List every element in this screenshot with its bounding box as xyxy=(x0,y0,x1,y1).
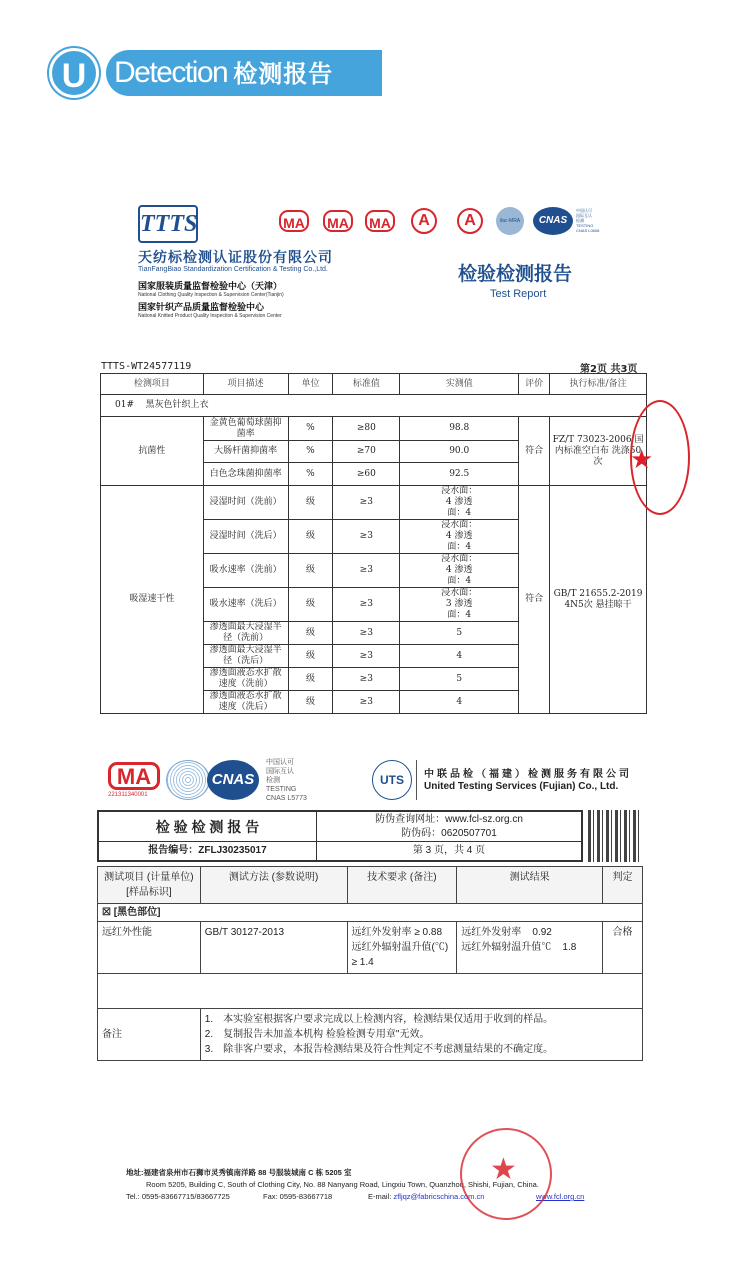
banner-title-cn: 检测报告 xyxy=(233,61,334,88)
sample-row xyxy=(101,395,647,417)
cal-mark-icon: A xyxy=(411,208,437,234)
logo-divider xyxy=(416,760,417,800)
header-cell: 测试方法 (参数说明) xyxy=(200,867,347,904)
standard-cell: GB/T 21655.2-2019 4N5次 悬挂晾干 xyxy=(550,486,647,714)
desc-cell: 浸湿时间（洗前） xyxy=(203,486,288,520)
requirement-cell xyxy=(347,922,457,974)
verdict-cell: 合格 xyxy=(603,922,643,974)
value-cell: 5 xyxy=(400,668,519,691)
value-cell: 浸水面：4 渗透面：4 xyxy=(400,554,519,588)
header-cell: 检测项目 xyxy=(101,374,204,395)
report-title-en: Test Report xyxy=(490,288,547,300)
cnas-text: 中国认可 国际互认 检测 TESTING CNAS L0608 xyxy=(576,208,600,233)
website-link[interactable]: www.fcl.org.cn xyxy=(536,1192,585,1201)
company-name-cn: 天纺标检测认证股份有限公司 xyxy=(138,250,333,266)
unit-cell: 级 xyxy=(288,588,333,622)
ttts-logo: TTTS xyxy=(138,205,198,243)
cnas-logo-icon: CNAS xyxy=(533,207,573,235)
unit-cell: 级 xyxy=(288,486,333,520)
result-value: 1.8 xyxy=(562,942,577,953)
header-cell: 项目描述 xyxy=(203,374,288,395)
unit-cell: 级 xyxy=(288,622,333,645)
ilac-mra-icon xyxy=(166,760,210,800)
cma-mark-icon: MA xyxy=(323,210,353,232)
seal-star-icon: ★ xyxy=(490,1152,517,1187)
desc-cell: 金黄色葡萄球菌抑菌率 xyxy=(203,417,288,441)
header-cell: 标准值 xyxy=(333,374,400,395)
std-cell: ≥3 xyxy=(333,645,400,668)
unit-cell: 级 xyxy=(288,520,333,554)
table-row xyxy=(101,486,647,520)
item-cell: 远红外性能 xyxy=(98,922,201,974)
value-cell: 浸水面：4 渗透面：4 xyxy=(400,486,519,520)
verify-code: 防伪码：0620507701 xyxy=(401,828,497,839)
table-row xyxy=(101,417,647,441)
blank-row xyxy=(98,974,643,1009)
std-cell: ≥3 xyxy=(333,588,400,622)
test-results-table xyxy=(100,373,647,714)
table-row xyxy=(98,922,643,974)
unit-cell: 级 xyxy=(288,645,333,668)
std-cell: ≥3 xyxy=(333,486,400,520)
email-label: E-mail: xyxy=(368,1192,392,1201)
std-cell: ≥3 xyxy=(333,520,400,554)
report-number: TTTS-WT24577119 xyxy=(101,361,192,372)
report-title: 检 验 检 测 报 告 xyxy=(99,812,317,842)
notes-label: 备注 xyxy=(98,1009,201,1061)
result-cell: 符合 xyxy=(519,417,550,486)
uts-logo-icon: UTS xyxy=(372,760,412,800)
std-cell: ≥3 xyxy=(333,691,400,714)
header-cell: 测试项目 (计量单位) [样品标识] xyxy=(98,867,201,904)
desc-cell: 渗透面液态水扩散速度（洗后） xyxy=(203,691,288,714)
qr-code-icon xyxy=(588,810,640,862)
value-cell: 4 xyxy=(400,691,519,714)
result-label: 远红外发射率 xyxy=(461,927,522,938)
value-cell: 92.5 xyxy=(400,463,519,486)
email-link[interactable]: zfljqz@fabricschina.com.cn xyxy=(393,1192,485,1201)
fax: Fax: 0595-83667718 xyxy=(263,1192,333,1201)
cma-mark-icon: MA xyxy=(279,210,309,232)
test-results-table-2 xyxy=(97,866,643,1061)
report-number: 报告编号：ZFLJ30235017 xyxy=(99,842,317,860)
cal-mark-icon: A xyxy=(457,208,483,234)
sample-number: 01# xyxy=(115,400,134,410)
report-title-cn: 检验检测报告 xyxy=(458,263,573,285)
value-cell: 浸水面：4 渗透面：4 xyxy=(400,520,519,554)
header-cell: 执行标准/备注 xyxy=(550,374,647,395)
address-cn: 地址:福建省泉州市石狮市灵秀镇南洋路 88 号服装城南 C 栋 5205 室 xyxy=(126,1168,352,1177)
desc-cell: 白色念珠菌抑菌率 xyxy=(203,463,288,486)
std-cell: ≥3 xyxy=(333,668,400,691)
stamp-star-icon: ★ xyxy=(630,445,654,475)
header-cell: 技术要求 (备注) xyxy=(347,867,457,904)
item-cell: 吸湿速干性 xyxy=(101,486,204,714)
company-name-en: United Testing Services (Fujian) Co., Ltd. xyxy=(424,781,619,792)
page-indicator: 第2页 共3页 xyxy=(580,364,638,375)
method-cell: GB/T 30127-2013 xyxy=(200,922,347,974)
value-cell: 4 xyxy=(400,645,519,668)
cma-number: 221311340001 xyxy=(108,792,148,798)
cnas-logo-icon: CNAS xyxy=(207,760,259,800)
note-item: 2. 复制报告未加盖本机构 检验检测专用章"无效。 xyxy=(204,1029,430,1040)
standard-cell: FZ/T 73023-2006 国内标准空白布 洗涤50次 xyxy=(550,417,647,486)
sample-name: 黑灰色针织上衣 xyxy=(145,400,209,410)
header-cell: 测试结果 xyxy=(457,867,603,904)
req-line: 远红外发射率 ≥ 0.88 xyxy=(351,927,443,938)
req-line: 远红外辐射温升值(℃) ≥ 1.4 xyxy=(351,942,449,968)
desc-cell: 渗透面最大浸湿半径（洗前） xyxy=(203,622,288,645)
banner-title-en: Detection xyxy=(114,56,228,89)
center1-cn: 国家服装质量监督检验中心（天津） xyxy=(138,282,283,292)
unit-cell: % xyxy=(288,441,333,463)
value-cell: 90.0 xyxy=(400,441,519,463)
page-indicator: 第 3 页，共 4 页 xyxy=(412,845,486,856)
verification-info xyxy=(317,812,581,842)
company-name-cn: 中联品检（福建）检测服务有限公司 xyxy=(424,769,632,780)
verify-url: 防伪查询网址：www.fcl-sz.org.cn xyxy=(375,814,523,825)
desc-cell: 吸水速率（洗前） xyxy=(203,554,288,588)
std-cell: ≥3 xyxy=(333,622,400,645)
result-value: 0.92 xyxy=(532,927,552,938)
desc-cell: 渗透面最大浸湿半径（洗后） xyxy=(203,645,288,668)
desc-cell: 吸水速率（洗后） xyxy=(203,588,288,622)
company-name-en: TianFangBiao Standardization Certification & Testing Co.,Ltd. xyxy=(138,266,328,273)
notes-row xyxy=(98,1009,643,1061)
u-logo-icon: U xyxy=(49,48,99,98)
unit-cell: % xyxy=(288,417,333,441)
std-cell: ≥3 xyxy=(333,554,400,588)
unit-cell: % xyxy=(288,463,333,486)
desc-cell: 浸湿时间（洗后） xyxy=(203,520,288,554)
item-cell: 抗菌性 xyxy=(101,417,204,486)
cnas-text: 中国认可 国际互认 检测 TESTING CNAS L5773 xyxy=(266,759,307,802)
telephone: Tel.: 0595-83667715/83667725 xyxy=(126,1192,230,1201)
center1-en: National Clothing Quality Inspection & Supervision Center(Tianjin) xyxy=(138,292,284,298)
unit-cell: 级 xyxy=(288,554,333,588)
cma-mark-icon: MA xyxy=(108,762,160,790)
desc-cell: 大肠杆菌抑菌率 xyxy=(203,441,288,463)
section-label: [黑色部位] xyxy=(113,907,161,918)
header-cell: 实测值 xyxy=(400,374,519,395)
result-cell: 符合 xyxy=(519,486,550,714)
std-cell: ≥60 xyxy=(333,463,400,486)
checkbox-icon: ☒ xyxy=(102,907,111,918)
value-cell: 5 xyxy=(400,622,519,645)
value-cell: 98.8 xyxy=(400,417,519,441)
unit-cell: 级 xyxy=(288,668,333,691)
desc-cell: 渗透面液态水扩散速度（洗前） xyxy=(203,668,288,691)
center2-cn: 国家针织产品质量监督检验中心 xyxy=(138,303,265,313)
note-item: 3. 除非客户要求，本报告检测结果及符合性判定不考虑测量结果的不确定度。 xyxy=(204,1044,554,1055)
std-cell: ≥70 xyxy=(333,441,400,463)
table-header-row xyxy=(101,374,647,395)
header-cell: 判定 xyxy=(603,867,643,904)
value-cell: 浸水面：3 渗透面：4 xyxy=(400,588,519,622)
note-item: 1. 本实验室根据客户要求完成以上检测内容，检测结果仅适用于收到的样品。 xyxy=(204,1014,554,1025)
table-header-row xyxy=(98,867,643,904)
result-label: 远红外辐射温升值℃ xyxy=(461,942,552,953)
header-cell: 单位 xyxy=(288,374,333,395)
center2-en: National Knitted Product Quality Inspection & Supervision Center xyxy=(138,313,282,319)
std-cell: ≥80 xyxy=(333,417,400,441)
address-en: Room 5205, Building C, South of Clothing City, No. 88 Nanyang Road, Lingxiu Town, Quanzhou, Shishi, Fujian, China. xyxy=(146,1180,539,1189)
unit-cell: 级 xyxy=(288,691,333,714)
cma-mark-icon: MA xyxy=(365,210,395,232)
section-row xyxy=(98,904,643,922)
header-cell: 评价 xyxy=(519,374,550,395)
ilac-mra-icon: ilac-MRA xyxy=(496,207,524,235)
result-cell xyxy=(457,922,603,974)
report-header-box xyxy=(97,810,583,862)
banner-title xyxy=(106,50,382,96)
